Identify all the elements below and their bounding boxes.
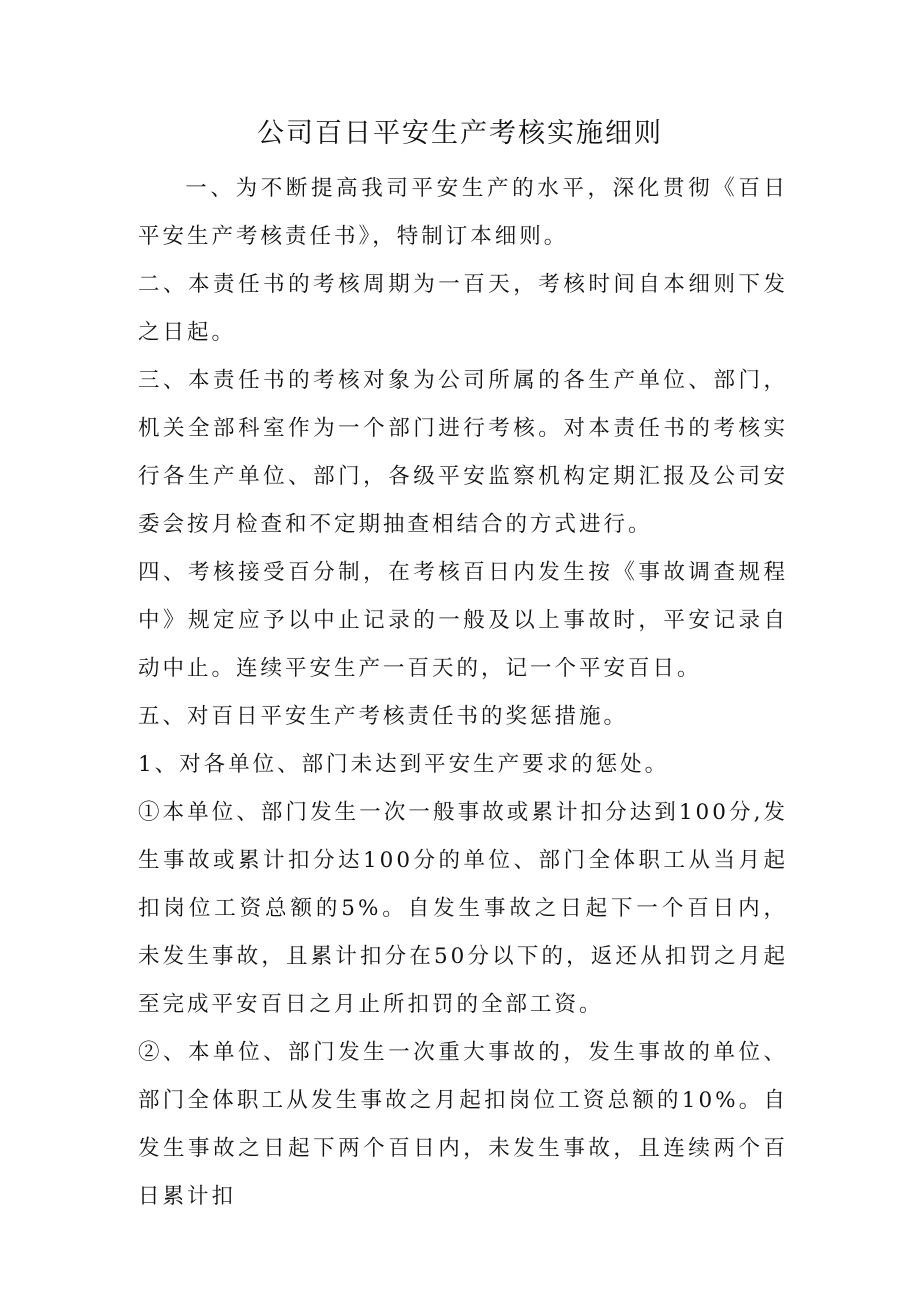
paragraph-5: 五、对百日平安生产考核责任书的奖惩措施。 — [138, 704, 629, 729]
paragraph-3: 三、本责任书的考核对象为公司所属的各生产单位、部门，机关全部科室作为一个部门进行考核。对本责任书的考核实行各生产单位、部门，各级平安监察机构定期汇报及公司安委会按月检查和不定期抽查相结合的方式进行。 — [138, 368, 788, 537]
paragraph-7: ①本单位、部门发生一次一般事故或累计扣分达到100分,发生事故或累计扣分达100分的单位、部门全体职工从当月起扣岗位工资总额的5%。自发生事故之日起下一个百日内，未发生事故，且累计扣分在50分以下的，返还从扣罚之月起至完成平安百日之月止所扣罚的全部工资。 — [138, 800, 788, 1017]
paragraph-1: 一、为不断提高我司平安生产的水平，深化贯彻《百日平安生产考核责任书》，特制订本细则。 — [138, 176, 788, 249]
paragraph-2: 二、本责任书的考核周期为一百天，考核时间自本细则下发之日起。 — [138, 272, 788, 345]
paragraph-6: 1、对各单位、部门未达到平安生产要求的惩处。 — [138, 752, 670, 777]
document-body — [138, 165, 788, 1221]
document-title: 公司百日平安生产考核实施细则 — [257, 118, 663, 149]
paragraph-4: 四、考核接受百分制，在考核百日内发生按《事故调查规程中》规定应予以中止记录的一般及以上事故时，平安记录自动中止。连续平安生产一百天的，记一个平安百日。 — [138, 560, 788, 681]
paragraph-8: ②、本单位、部门发生一次重大事故的，发生事故的单位、部门全体职工从发生事故之月起扣岗位工资总额的10%。自发生事故之日起下两个百日内，未发生事故，且连续两个百日累计扣 — [138, 1040, 788, 1209]
